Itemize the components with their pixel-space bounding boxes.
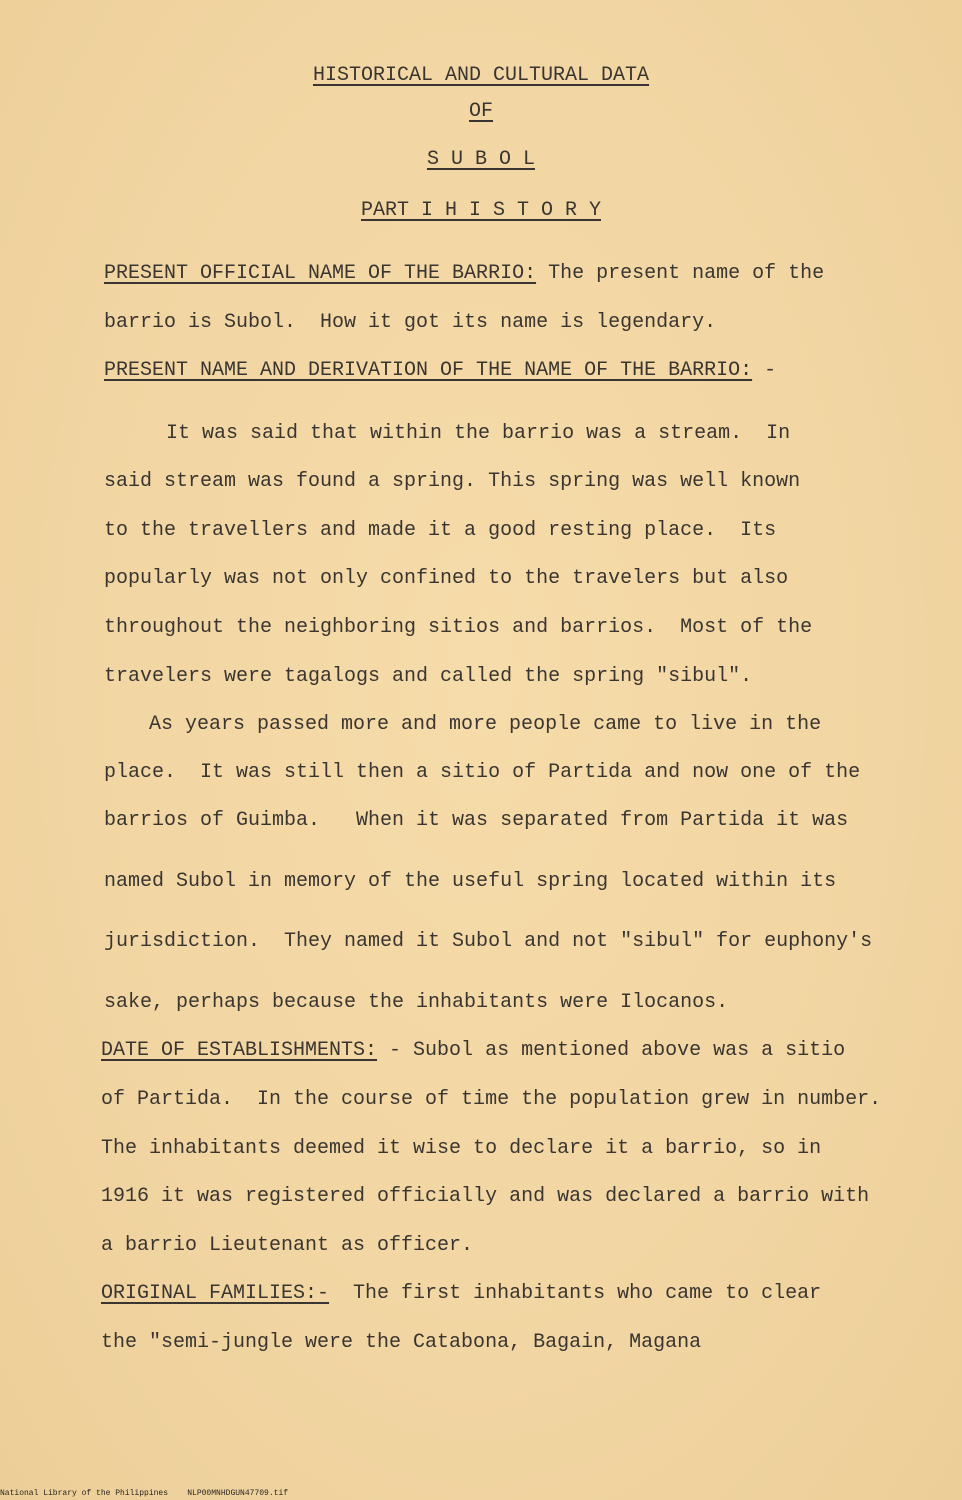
- families-line-1: [101, 1282, 821, 1306]
- official-name-line-2: barrio is Subol. How it got its name is legendary.: [104, 311, 717, 334]
- establishment-line-5: a barrio Lieutenant as officer.: [101, 1234, 474, 1257]
- establishment-line-4: 1916 it was registered officially and was declared a barrio with: [101, 1185, 870, 1208]
- establishment-heading: DATE OF ESTABLISHMENTS:: [101, 1039, 378, 1062]
- derivation-line-3: to the travellers and made it a good resting place. Its: [104, 519, 777, 542]
- establishment-text: - Subol as mentioned above was a sitio: [377, 1039, 846, 1062]
- derivation-line-10: named Subol in memory of the useful spring located within its: [104, 870, 837, 893]
- document-title: HISTORICAL AND CULTURAL DATA: [312, 64, 650, 87]
- families-text: The first inhabitants who came to clear: [329, 1282, 822, 1305]
- derivation-line-4: popularly was not only confined to the travelers but also: [104, 567, 789, 590]
- families-line-2: the "semi-jungle were the Catabona, Bagain, Magana: [101, 1331, 702, 1354]
- derivation-line-2: said stream was found a spring. This spring was well known: [104, 470, 801, 493]
- derivation-line-8: place. It was still then a sitio of Partida and now one of the: [104, 761, 861, 784]
- establishment-line-1: [101, 1039, 845, 1063]
- derivation-heading: PRESENT NAME AND DERIVATION OF THE NAME OF THE BARRIO:: [104, 359, 753, 382]
- derivation-line-9: barrios of Guimba. When it was separated from Partida it was: [104, 809, 849, 832]
- establishment-line-2: of Partida. In the course of time the population grew in number.: [101, 1088, 882, 1111]
- scan-footer: National Library of the Philippines NLP00MNHDGUN47709.tif: [0, 1489, 289, 1498]
- official-name-text: The present name of the: [536, 262, 825, 285]
- derivation-line-7: As years passed more and more people came to live in the: [149, 713, 822, 736]
- official-name-line-1: [104, 262, 824, 286]
- derivation-line-12: sake, perhaps because the inhabitants were Ilocanos.: [104, 991, 729, 1014]
- title-barrio-name: S U B O L: [426, 148, 536, 171]
- derivation-line-5: throughout the neighboring sitios and barrios. Most of the: [104, 616, 813, 639]
- derivation-heading-line: [104, 359, 776, 383]
- derivation-line-11: jurisdiction. They named it Subol and not "sibul" for euphony's: [104, 930, 873, 953]
- families-heading: ORIGINAL FAMILIES:-: [101, 1282, 330, 1305]
- derivation-heading-suffix: -: [752, 359, 777, 382]
- derivation-line-1: It was said that within the barrio was a stream. In: [166, 422, 791, 445]
- establishment-line-3: The inhabitants deemed it wise to declare it a barrio, so in: [101, 1137, 822, 1160]
- official-name-heading: PRESENT OFFICIAL NAME OF THE BARRIO:: [104, 262, 537, 285]
- derivation-line-6: travelers were tagalogs and called the spring "sibul".: [104, 665, 753, 688]
- title-part-history: PART I H I S T O R Y: [360, 199, 602, 222]
- title-of: OF: [468, 100, 493, 123]
